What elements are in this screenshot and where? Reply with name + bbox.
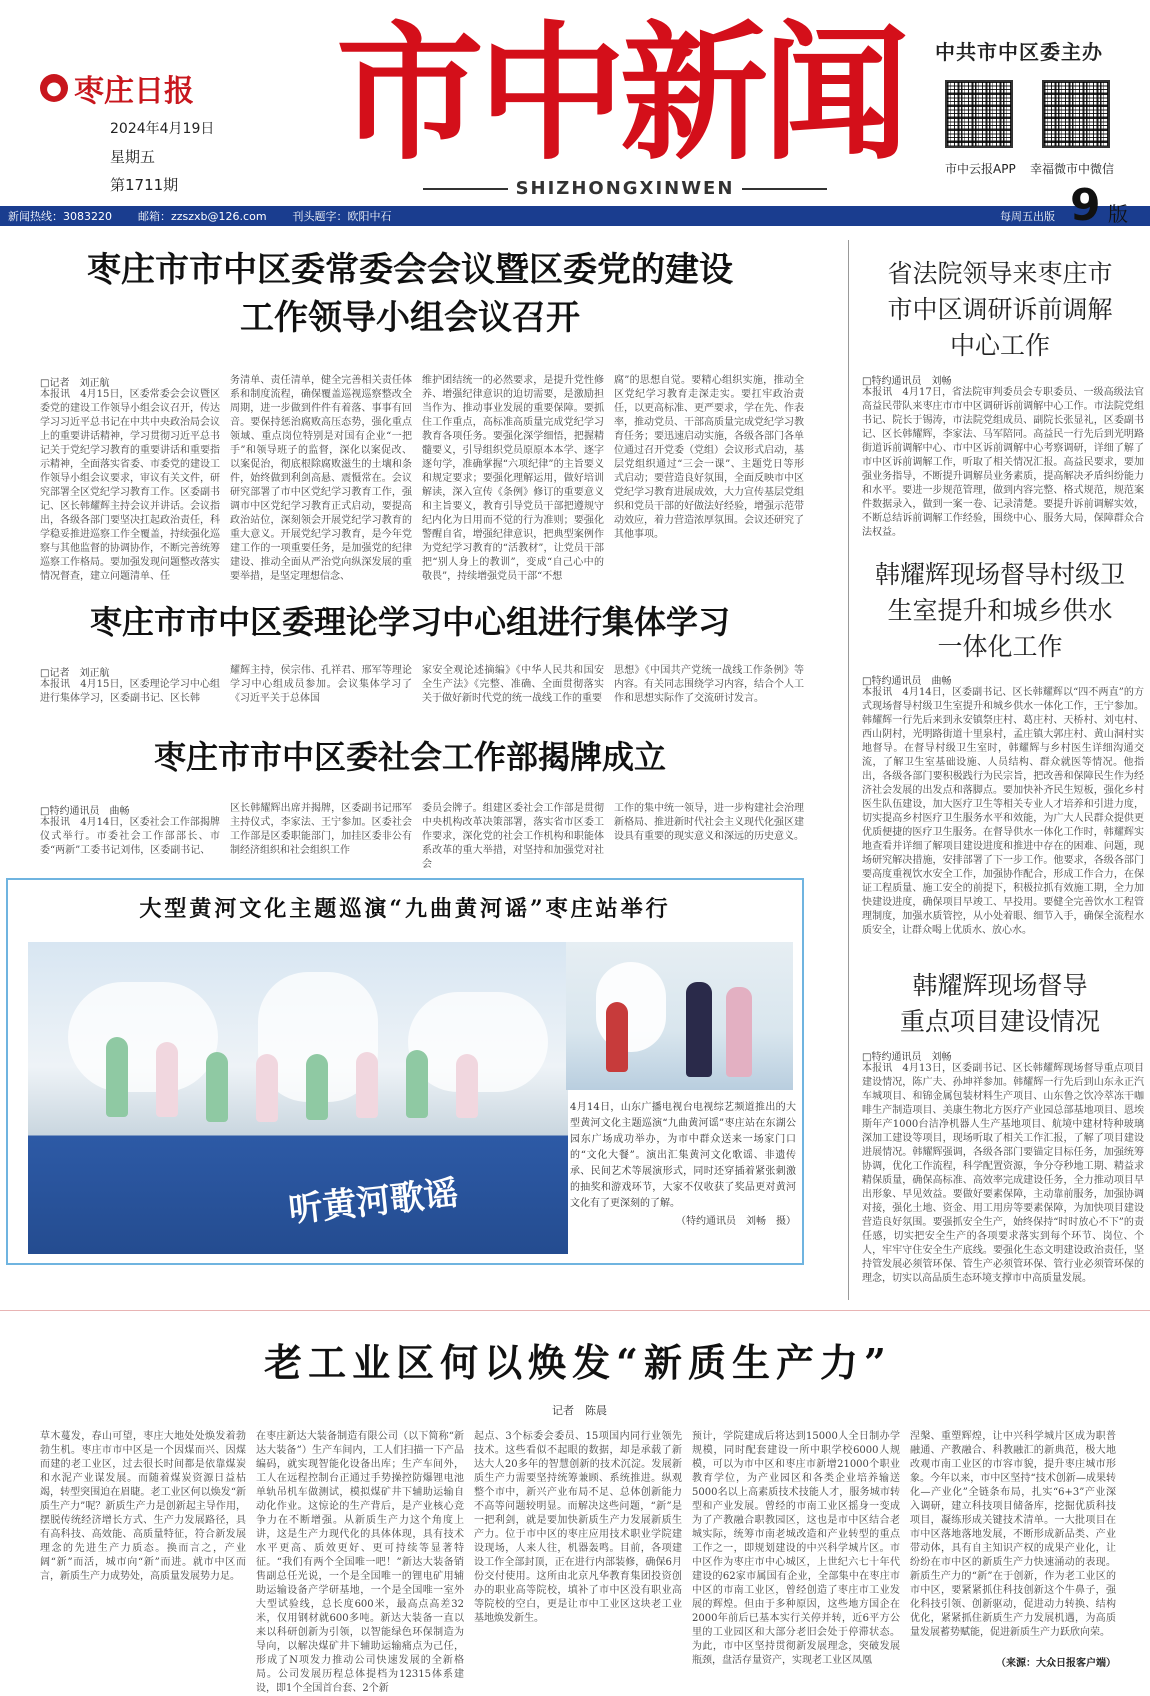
dancer-figure bbox=[106, 1037, 128, 1117]
issue-weekday: 星期五 bbox=[110, 148, 156, 166]
issue-date: 2024年4月19日 bbox=[110, 121, 215, 137]
column-divider bbox=[848, 240, 849, 1300]
masthead-title: 市中新闻 bbox=[336, 6, 904, 180]
feature-col-1: 草木蔓发，春山可望，枣庄大地处处焕发着勃勃生机。枣庄市市中区是一个因煤而兴、因煤而建的老工业区，过去很长时间都是依靠煤炭和水泥产业谋发展。而随着煤炭资源日益枯竭，转型突围迫在眉睫。老工业区何以焕发“新质生产力”呢？新质生产力是创新起主导作用，摆脱传统经济增长方式、生产力发展路径，具有高科技、高效能、高质量特征，符合新发展理念的先进生产力质态。换而言之，产业阔“新”而活，城市向“新”而进。就市中区而言，新质生产力成势处，高质量发展势力足。 bbox=[40, 1431, 246, 1582]
performers-closeup-photo bbox=[566, 942, 793, 1090]
photo-feature-title: 大型黄河文化主题巡演“九曲黄河谣”枣庄站举行 bbox=[139, 896, 671, 922]
qr-code-app-icon[interactable] bbox=[945, 80, 1013, 148]
feature-headline: 老工业区何以焕发“新质生产力” bbox=[264, 1340, 892, 1385]
dancer-figure bbox=[256, 1054, 278, 1122]
photo-credit: （特约通讯员 刘畅 摄） bbox=[676, 1216, 796, 1227]
photo-caption-text: 4月14日，山东广播电视台电视综艺频道推出的大型黄河文化主题巡演“九曲黄河谣”枣庄站在东湖公园东广场成功举办，为市中群众送来一场家门口的“文化大餐”。演出汇集黄河文化歌谣、非遗传承、民间艺术等展演形式，同时还穿插着紧张刺激的抽奖和游戏环节，大家不仅收获了奖品更对黄河文化有了更深刻的了解。 bbox=[570, 1102, 796, 1209]
article-1-col-1: 本报讯 4月15日，区委常委会会议暨区委党的建设工作领导小组会议召开，传达学习习近平总书记在中共中央政治局会议上的重要讲话精神，学习贯彻习近平总书记关于党纪学习教育的重要讲话和重要指示精神，全面落实省委、市委党的建设工作领导小组会议要求，审议有关文件，研究部署全区党纪学习教育工作。区委副书记、区长韩耀辉主持会议并讲话。会议指出，各级各部门要坚决扛起政治责任，科学稳妥推进巡察工作全覆盖，持续强化巡察与其他监督的协调协作，不断完善统筹巡察工作格局。要加强发现问题整改落实情况督查，建立问题清单、任 bbox=[40, 389, 220, 582]
side-article-2-headline bbox=[855, 557, 1145, 665]
edition-number: 9 bbox=[1070, 180, 1101, 231]
dancer-figure bbox=[306, 1054, 328, 1120]
feature-col-5: 涅槃、重塑辉煌，让中兴科学城片区成为职普融通、产教融合、科教融汇的新典范，极大地改观市南工业区的市容市貌，提升枣庄城市形象。今年以来，市中区坚持“技术创新—成果转化—产业化”全链条布局，扎实“6+3”产业深入调研，建立科技项目储备库，挖掘优质科技项目，凝练形成关键技术清单。一大批项目在市中区落地落地发展，不断形成新品类、产业带动体，具有自主知识产权的成果产业化，让纷纷在市中区的新质生产力快速涌动的表现。新质生产力的“新”在于创新，作为老工业区的市中区，要紧紧抓住科技创新这个牛鼻子，强化科技引领、创新驱动，促进动力转换、结构优化，紧紧抓住新质生产力发展机遇，为高质量发展蓄势赋能，促进新质生产力跃欣向荣。 bbox=[910, 1431, 1116, 1638]
stage-performance-photo bbox=[28, 942, 568, 1254]
feature-source: （来源：大众日报客户端） bbox=[996, 1658, 1116, 1669]
side-article-1-byline: □特约通讯员 刘畅 bbox=[862, 376, 952, 387]
performer-figure bbox=[686, 982, 712, 1077]
article-3-headline: 枣庄市市中区委社会工作部揭牌成立 bbox=[153, 738, 666, 776]
side-article-3-headline bbox=[855, 968, 1145, 1040]
dancer-figure bbox=[206, 1052, 228, 1122]
photo-feature-box bbox=[6, 878, 804, 1265]
logo-text: 枣庄日报 bbox=[74, 74, 194, 109]
side-article-1-body: 本报讯 4月17日，省法院审判委员会专职委员、一级高级法官高益民带队来枣庄市市中区调研诉前调解中心工作。市法院党组书记、院长于锡涛，市法院党组成员、副院长张显礼，区委副书记、区长韩耀辉，李家法、马军陪同。高益民一行先后到光明路街道诉前调解中心、市中区诉前调解中心考察调研，详细了解了市中区诉前调解工作，听取了相关情况汇报。高益民要求，要加强业务指导，不断提升调解员业务素质，提高解决矛盾纠纷能力和水平。要进一步规范管理，做到内容完整、格式规范，规范案件数据录入，做到一案一卷、记录清楚。要提升诉前调解实效，不断总结诉前调解工作经验，围绕中心、服务大局，保障群众合法权益。 bbox=[862, 387, 1144, 538]
side-article-2-headline-line2: 生室提升和城乡供水 bbox=[887, 596, 1113, 625]
qr-label-wechat: 幸福微市中微信 bbox=[1030, 162, 1115, 176]
article-1-col-2: 务清单、责任清单，健全完善相关责任体系和制度流程，确保覆盖巡视巡察整改全周期，进一步做到件件有着落、事事有回音。要保持惩治腐败高压态势，强化重点领域、重点岗位特别是对国有企业“一把手”和领导班子的监督，深化以案促改、以案促治，彻底根除腐败滋生的土壤和条件，始终做到利剑高悬、震慑常在。会议研究部署了市中区党纪学习教育工作，强调市中区党纪学习教育正式启动，要提高政治站位，深刻领会开展党纪学习教育的重大意义。开展党纪学习教育，是今年党建工作的一项重要任务，是加强党的纪律建设、推动全面从严治党向纵深发展的重要举措，是坚定理想信念、 bbox=[230, 375, 412, 582]
sponsor-text: 中共市中区委主办 bbox=[935, 40, 1103, 64]
side-article-2-headline-line1: 韩耀辉现场督导村级卫 bbox=[874, 560, 1125, 589]
feature-byline: 记者 陈晨 bbox=[552, 1404, 607, 1417]
feature-col-3: 起点、3个标委会委员、15项国内同行业领先技术。这些看似不起眼的数据，却是承载了新达大人20多年的智慧创新的技术沉淀。发展新质生产力需要坚持统筹兼顾、系统推进。纵观整个市中，新兴产业布局不足、总体创新能力不高等问题较明显。而解决这些问题，“新”是一把利剑，就是要加快新质生产力发展新质生产力。位于市中区的枣庄应用技术职业学院建设现场，人来人往，机器轰鸣。目前，各项建设工作全部封顶，正在进行内部装修，确保6月份交付使用。这所由北京凡华教育集团投资创办的职业高等院校，填补了市中区没有职业高等院校的空白，更是让市中工业区这块老工业基地焕发新生。 bbox=[474, 1431, 682, 1624]
side-article-3-headline-line2: 重点项目建设情况 bbox=[899, 1007, 1100, 1036]
article-2-col-1: 本报讯 4月15日，区委理论学习中心组进行集体学习，区委副书记、区长韩 bbox=[40, 679, 220, 704]
article-1-col-3: 维护团结统一的必然要求，是提升党性修养、增强纪律意识的迫切需要，是激励担当作为、推动事业发展的重要保障。要抓住工作重点，高标准高质量完成党纪学习教育各项任务。要强化深学细悟，把握精髓要义，引导组织党员原原本本学、逐字逐句学，准确掌握“六项纪律”的主旨要义和规定要求；要强化理解运用，做好培训解读，深入宣传《条例》修订的重要意义和主旨要义，教育引导党员干部把遵规守纪内化为日用而不觉的行为准则；要强化警醒自省，增强纪律意识，把典型案例作为党纪学习教育的“活教材”，让党员干部把“别人身上的教训”，变成“自己心中的敬畏”，持续增强党员干部“不想 bbox=[422, 375, 604, 582]
side-article-1-headline-line3: 中心工作 bbox=[949, 331, 1050, 360]
photo-caption bbox=[570, 1100, 796, 1230]
qr-code-wechat-icon[interactable] bbox=[1042, 80, 1110, 148]
feature-section bbox=[6, 1310, 1150, 1694]
article-3-byline: □特约通讯员 曲畅 bbox=[40, 806, 130, 817]
side-article-1-headline-line1: 省法院领导来枣庄市 bbox=[887, 259, 1113, 288]
article-3-col-4: 工作的集中统一领导，进一步构建社会治理新格局、推进新时代社会主义现代化强区建设具有重要的现实意义和深远的历史意义。 bbox=[614, 803, 804, 842]
contact-email: 邮箱：zzszxb@126.com bbox=[138, 210, 267, 223]
qr-label-app: 市中云报APP bbox=[945, 162, 1016, 176]
article-1-headline bbox=[0, 246, 820, 342]
article-2-headline: 枣庄市市中区委理论学习中心组进行集体学习 bbox=[89, 603, 730, 641]
side-article-3-byline: □特约通讯员 刘畅 bbox=[862, 1052, 952, 1063]
issue-number: 第1711期 bbox=[110, 176, 179, 194]
article-3-col-2: 区长韩耀辉出席并揭牌，区委副书记邢军主持仪式，李家法、王宁参加。区委社会工作部是区委职能部门，加挂区委非公有制经济组织和社会组织工作 bbox=[230, 803, 412, 856]
side-article-2-body: 本报讯 4月14日，区委副书记、区长韩耀辉以“四不两直”的方式现场督导村级卫生室提升和城乡供水一体化工作，王宁参加。韩耀辉一行先后来到永安镇祭庄村、葛庄村、天桥村、刘屯村、西山阴村，光明路街道十里泉村，孟庄镇大郭庄村、黄山洞村实地督导。在督导村级卫生室时，韩耀辉与乡村医生详细沟通交流，了解卫生室基础设施、人员结构、群众就医等情况。他指出，各级各部门要积极践行为民宗旨，把改善和保障民生作为经济社会发展的出发点和落脚点。要加快补齐民生短板，强化乡村医生队伍建设，加大医疗卫生等相关专业人才培养和引进力度，切实提高乡村医疗卫生服务水平和效能，为广大人民群众提供更优质便捷的医疗卫生服务。在督导供水一体化工作时，韩耀辉实地查看并详细了解项目建设进度和推进中存在的困难、问题，现场研究解决措施，安排部署了下一步工作。他要求，各级各部门要高度重视饮水安全工作，加强协作配合，形成工作合力，在保证工程质量、施工安全的前提下，积极拉抓有效施工期，全力加快建设进度，确保项目早竣工、早投用。要健全完善饮水工程管理制度，加强水质管控，从小处着眼、细节入手，确保全流程水质安全，让群众喝上优质水、放心水。 bbox=[862, 687, 1144, 936]
side-article-1-headline bbox=[855, 256, 1145, 364]
side-article-3-headline-line1: 韩耀辉现场督导 bbox=[912, 971, 1088, 1000]
side-article-1-headline-line2: 市中区调研诉前调解 bbox=[887, 295, 1113, 324]
article-2-byline: □记者 刘正航 bbox=[40, 668, 110, 679]
news-hotline: 新闻热线：3083220 bbox=[8, 210, 112, 223]
side-article-3-body: 本报讯 4月13日，区委副书记、区长韩耀辉现场督导重点项目建设情况，陈广夫、孙坤祥参加。韩耀辉一行先后到山东永正汽车城项目、和锦金属包装材料生产项目、山东鲁之饮冷萃冻干咖啡生产制造项目、美康生物北方医疗产业园总部基地项目、恩埃斯年产1000台洁净机器人生产基地项目、航境中建材特种玻璃深加工建设等项目，现场听取了相关工作汇报，了解了项目建设进展情况。韩耀辉强调，各级各部门要锚定目标任务，加强统筹协调，优化工作流程，科学配置资源，争分夺秒地工期、精益求精保质量，确保高标准、高效率完成建设任务，全力推动项目早出形象、早见效益。要做好要素保障，主动靠前服务，加强协调对接，强化土地、资金、用工用房等要素保障，为加快项目建设营造良好氛围。要强抓安全生产，始终保持“时时放心不下”的责任感，切实把安全生产的各项要求落实到每个环节、岗位、个人，牢牢守住安全生产底线。要强化生态文明建设政治责任，坚持管发展必须管环保、管生产必须管环保、管行业必须管环保的理念，切实以高品质生态环境支撑市中高质量发展。 bbox=[862, 1063, 1144, 1284]
article-2-col-2: 耀辉主持，侯宗伟、孔祥君、邢军等理论学习中心组成员参加。会议集体学习了《习近平关于总体国 bbox=[230, 665, 412, 704]
stage-banner-text: 听黄河歌谣 bbox=[286, 1173, 460, 1231]
publish-frequency: 每周五出版 bbox=[1000, 210, 1055, 223]
newspaper-logo bbox=[40, 68, 230, 108]
feature-col-2: 在枣庄新达大装备制造有限公司（以下简称“新达大装备”）生产车间内，工人们扫描一下产品编码，就实现智能化设备出库；生产车间外，工人在远程控制台正通过手势操控防爆锂电池单轨吊机车做测试，模拟煤矿井下辅助运输自动化作业。这惊论的生产背后，是产业核心竞争力在不断增强。从新质生产力这个角度上讲，这是生产力现代化的具体体现，具有技术水平更高、质效更好、更可持续等显著特征。“我们有两个全国唯一吧！”新达大装备销售副总任光说，一个是全国唯一的锂电矿用辅助运输设备产学研基地，一个是全国唯一室外大型试验线，总长度600米，最高点高差32米，仅用钢材就600多吨。新达大装备一直以来以科研创新为引领，以智能绿色环保制造为导向，以解决煤矿井下辅助运输痛点为己任，形成了N项发力推动公司快速发展的全新格局。公司发展历程总体提档为12315体系建设，即1个全国首台套、2个新 bbox=[256, 1431, 464, 1694]
article-2-col-4: 思想》《中国共产党统一战线工作条例》等内容。有关同志围绕学习内容，结合个人工作和思想实际作了交流研讨发言。 bbox=[614, 665, 804, 704]
article-1-col-4: 腐”的思想自觉。要精心组织实施，推动全区党纪学习教育走深走实。要扛牢政治责任，以更高标准、更严要求，学在先、作表率，推动党员、干部高质量完成党纪学习教育任务；要迅速启动实施，各级各部门各单位通过召开党委（党组）会议形式启动，基层党组织通过“三会一课”、主题党日等形式启动；要营造良好氛围，全面反映市中区党纪学习教育进展成效，大力宣传基层党组织和党员干部的好做法好经验，增强示范带动效应，着力营造浓厚氛围。会议还研究了其他事项。 bbox=[614, 375, 804, 540]
info-bar bbox=[0, 206, 1150, 226]
article-3-col-1: 本报讯 4月14日，区委社会工作部揭牌仪式举行。市委社会工作部部长、市委“两新”工委书记刘伟，区委副书记、 bbox=[40, 817, 220, 856]
article-2-col-3: 家安全观论述摘编》《中华人民共和国安全生产法》《完整、准确、全面贯彻落实关于做好新时代党的统一战线工作的重要 bbox=[422, 665, 604, 704]
title-inscription: 刊头题字：欧阳中石 bbox=[292, 210, 392, 223]
article-1-headline-line2: 工作领导小组会议召开 bbox=[240, 298, 580, 338]
logo-mark-icon: ● bbox=[40, 74, 68, 102]
feature-col-4: 预计，学院建成后将达到15000人全日制办学规模，同时配套建设一所中职学校6000人规模，可以为市中区和枣庄市新增21000个职业教育学位，为产业园区和各类企业培养输送5000名以上高素质技术技能人才，服务城市转型和产业发展。曾经的市南工业区摇身一变成为了产教融合职教园区，这也是市中区结合老城实际，统筹市南老城改造和产业转型的重点工作之一，即规划建设的中兴科学城片区。市中区作为枣庄市中心城区，上世纪六七十年代建设的62家市属国有企业，全部集中在枣庄市中区的市南工业区，曾经创造了枣庄市工业发展的辉煌。但由于多种原因，这些地方国企在2000年前后已基本实行关停并转，近6平方公里的工业园区和大部分老旧会处于停滞状态。为此，市中区坚持贯彻新发展理念，突破发展瓶颈，盘活存量资产，实现老工业区凤凰 bbox=[692, 1431, 900, 1666]
performer-figure bbox=[726, 987, 752, 1077]
article-1-headline-line1: 枣庄市市中区委常委会会议暨区委党的建设 bbox=[87, 250, 733, 290]
dancer-figure bbox=[156, 1042, 178, 1117]
dancer-figure bbox=[406, 1050, 428, 1118]
article-1-byline: □记者 刘正航 bbox=[40, 378, 110, 389]
side-article-2-headline-line3: 一体化工作 bbox=[937, 632, 1063, 661]
side-article-2-byline: □特约通讯员 曲畅 bbox=[862, 676, 952, 687]
edition-label: 版 bbox=[1108, 202, 1128, 226]
dancer-figure bbox=[456, 1054, 478, 1118]
article-3-col-3: 委员会牌子。组建区委社会工作部是贯彻中央机构改革决策部署，落实省市区委工作要求，深化党的社会工作机构和职能体系改革的重大举措，对坚持和加强党对社会 bbox=[422, 803, 604, 870]
performer-figure bbox=[606, 1002, 628, 1072]
dancer-figure bbox=[356, 1052, 378, 1118]
stage-backdrop-shape bbox=[408, 992, 548, 1092]
masthead-pinyin: SHIZHONGXINWEN bbox=[380, 178, 870, 199]
stage-backdrop-shape bbox=[68, 982, 218, 1092]
